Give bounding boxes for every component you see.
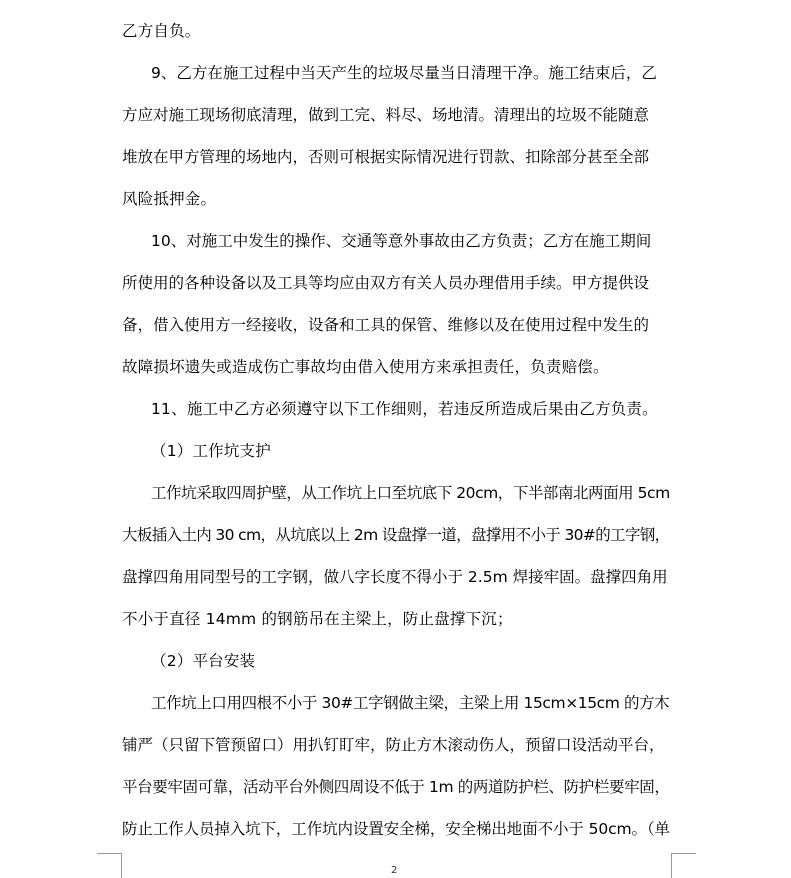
text-line: 9、乙方在施工过程中当天产生的垃圾尽量当日清理干净。施工结束后，乙	[151, 64, 657, 82]
text-line: 大板插入土内 30 cm，从坑底以上 2m 设盘撑一道，盘撑用不小于 30#的工字钢，	[122, 526, 670, 544]
text-line: 乙方自负。	[122, 22, 201, 40]
text-line: 堆放在甲方管理的场地内，否则可根据实际情况进行罚款、扣除部分甚至全部	[122, 148, 650, 166]
page-number: 2	[391, 865, 398, 876]
text-line: 故障损坏遗失或造成伤亡事故均由借入使用方来承担责任，负责赔偿。	[122, 358, 609, 376]
text-line: 所使用的各种设备以及工具等均应由双方有关人员办理借用手续。甲方提供设	[122, 274, 650, 292]
text-line: 盘撑四角用同型号的工字钢，做八字长度不得小于 2.5m 焊接牢固。盘撑四角用	[122, 568, 668, 586]
text-line: 备，借入使用方一经接收，设备和工具的保管、维修以及在使用过程中发生的	[122, 316, 650, 334]
text-line: 11、施工中乙方必须遵守以下工作细则，若违反所造成后果由乙方负责。	[151, 400, 658, 418]
text-line: 不小于直径 14mm 的钢筋吊在主梁上，防止盘撑下沉；	[122, 610, 513, 628]
text-line: 方应对施工现场彻底清理，做到工完、料尽、场地清。清理出的垃圾不能随意	[122, 106, 650, 124]
text-line: 工作坑采取四周护壁，从工作坑上口至坑底下 20cm，下半部南北两面用 5cm	[151, 484, 670, 502]
text-line: 工作坑上口用四根不小于 30#工字钢做主梁，主梁上用 15cm×15cm 的方木	[151, 694, 670, 712]
text-line: 铺严（只留下管预留口）用扒钉盯牢，防止方木滚动伤人，预留口设活动平台，	[122, 736, 665, 754]
text-line: 10、对施工中发生的操作、交通等意外事故由乙方负责；乙方在施工期间	[151, 232, 652, 250]
section-heading: （1）工作坑支护	[151, 442, 271, 460]
page-corner-mark-right	[671, 853, 696, 878]
text-line: 风险抵押金。	[122, 190, 217, 208]
section-heading: （2）平台安装	[151, 652, 256, 670]
text-line: 防止工作人员掉入坑下，工作坑内设置安全梯，安全梯出地面不小于 50cm。（单	[122, 820, 670, 838]
text-line: 平台要牢固可靠，活动平台外侧四周设不低于 1m 的两道防护栏、防护栏要牢固，	[122, 778, 670, 796]
page-corner-mark-left	[97, 853, 122, 878]
